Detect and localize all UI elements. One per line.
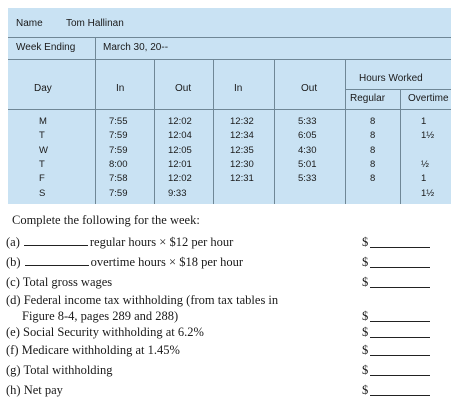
cell-regular: 8 <box>370 130 376 142</box>
question-label: Net pay <box>23 383 63 397</box>
cell-out1: 12:04 <box>168 130 192 142</box>
question-label: Federal income tax withholding (from tax tables in <box>23 293 279 307</box>
cell-day: M <box>39 116 47 127</box>
answer-blank[interactable] <box>370 375 430 376</box>
cell-in1: 7:59 <box>109 130 128 142</box>
dollar-sign: $ <box>362 363 369 377</box>
divider <box>345 89 451 90</box>
question-item <box>6 293 451 323</box>
divider <box>345 60 346 204</box>
question-letter: (d) <box>6 293 21 307</box>
question-text <box>6 383 63 398</box>
week-ending-label: Week Ending <box>16 42 76 53</box>
cell-in2: 12:31 <box>230 173 254 185</box>
col-in-header: In <box>116 83 125 94</box>
cell-overtime: 1 <box>421 173 427 185</box>
question-letter: (c) <box>6 275 20 289</box>
question-item <box>6 275 451 291</box>
question-label: Total withholding <box>23 363 113 377</box>
cell-in1: 7:55 <box>109 116 128 127</box>
hours-blank[interactable] <box>24 235 88 246</box>
cell-out2: 6:05 <box>298 130 317 142</box>
question-text <box>6 363 113 378</box>
cell-day: T <box>39 158 45 170</box>
answer-blank[interactable] <box>370 267 430 268</box>
divider <box>95 38 96 204</box>
cell-overtime: 1 <box>421 116 427 127</box>
cell-in1: 7:59 <box>109 144 128 156</box>
answer-blank[interactable] <box>370 247 430 248</box>
question-item <box>6 235 451 251</box>
question-letter: (a) <box>6 235 20 249</box>
cell-out1: 12:02 <box>168 116 192 127</box>
dollar-sign: $ <box>362 255 369 269</box>
divider <box>274 60 275 204</box>
cell-regular: 8 <box>370 144 376 156</box>
col-out-header: Out <box>301 83 318 94</box>
dollar-sign: $ <box>362 325 369 339</box>
dollar-sign: $ <box>362 235 369 249</box>
cell-out1: 12:02 <box>168 173 192 185</box>
col-day-header: Day <box>34 83 52 94</box>
cell-out2: 4:30 <box>298 144 317 156</box>
dollar-sign: $ <box>362 275 369 289</box>
cell-regular: 8 <box>370 158 376 170</box>
cell-overtime: ½ <box>421 158 429 170</box>
question-label: Total gross wages <box>22 275 113 289</box>
divider <box>154 60 155 204</box>
col-out-header: Out <box>175 83 192 94</box>
instructions: Complete the following for the week: <box>12 213 200 227</box>
cell-out1: 9:33 <box>168 187 187 199</box>
employee-name: Tom Hallinan <box>66 18 124 29</box>
question-label: overtime hours × $18 per hour <box>90 255 244 269</box>
cell-out1: 12:01 <box>168 158 192 170</box>
question-letter: (h) <box>6 383 21 397</box>
hours-blank[interactable] <box>25 255 89 266</box>
question-letter: (g) <box>6 363 21 377</box>
answer-blank[interactable] <box>370 321 430 322</box>
question-letter: (f) <box>6 343 19 357</box>
question-text <box>6 275 112 290</box>
cell-day: T <box>39 130 45 142</box>
employee-name-row <box>8 8 451 38</box>
dollar-sign: $ <box>362 343 369 357</box>
cell-out2: 5:01 <box>298 158 317 170</box>
col-overtime-header: Overtime <box>408 93 449 104</box>
time-card <box>8 8 451 204</box>
divider <box>8 109 451 110</box>
col-regular-header: Regular <box>350 93 386 104</box>
dollar-sign: $ <box>362 309 369 323</box>
answer-blank[interactable] <box>370 355 430 356</box>
cell-day: W <box>39 144 48 156</box>
answer-blank[interactable] <box>370 337 430 338</box>
cell-in2: 12:32 <box>230 116 254 127</box>
divider <box>400 90 401 204</box>
question-text <box>6 255 243 270</box>
cell-overtime: 1½ <box>421 187 435 199</box>
question-letter: (b) <box>6 255 21 269</box>
cell-in1: 7:59 <box>109 187 128 199</box>
question-text <box>6 325 204 340</box>
cell-in2: 12:34 <box>230 130 254 142</box>
question-item <box>6 255 451 271</box>
week-ending-date: March 30, 20-- <box>103 42 169 53</box>
question-item <box>6 343 451 359</box>
name-label: Name <box>16 18 43 29</box>
cell-out2: 5:33 <box>298 116 317 127</box>
question-label: Social Security withholding at 6.2% <box>23 325 204 339</box>
answer-blank[interactable] <box>370 395 430 396</box>
question-label-continued: Figure 8-4, pages 289 and 288) <box>22 309 179 323</box>
cell-day: F <box>39 173 45 185</box>
cell-in2: 12:30 <box>230 158 254 170</box>
answer-blank[interactable] <box>370 287 430 288</box>
question-text <box>6 235 233 250</box>
question-item <box>6 383 451 399</box>
cell-regular: 8 <box>370 173 376 185</box>
question-label: Medicare withholding at 1.45% <box>21 343 180 357</box>
col-in-header: In <box>234 83 243 94</box>
dollar-sign: $ <box>362 383 369 397</box>
cell-overtime: 1½ <box>421 130 435 142</box>
question-text <box>6 293 278 308</box>
cell-day: S <box>39 187 46 199</box>
question-label: regular hours × $12 per hour <box>89 235 234 249</box>
question-letter: (e) <box>6 325 20 339</box>
week-ending-row <box>8 37 451 60</box>
cell-out2: 5:33 <box>298 173 317 185</box>
cell-in1: 7:58 <box>109 173 128 185</box>
hours-worked-header: Hours Worked <box>359 73 423 84</box>
cell-in1: 8:00 <box>109 158 128 170</box>
question-text <box>6 343 180 358</box>
divider <box>213 60 214 204</box>
question-item <box>6 325 451 341</box>
cell-in2: 12:35 <box>230 144 254 156</box>
cell-out1: 12:05 <box>168 144 192 156</box>
cell-regular: 8 <box>370 116 376 127</box>
question-item <box>6 363 451 379</box>
